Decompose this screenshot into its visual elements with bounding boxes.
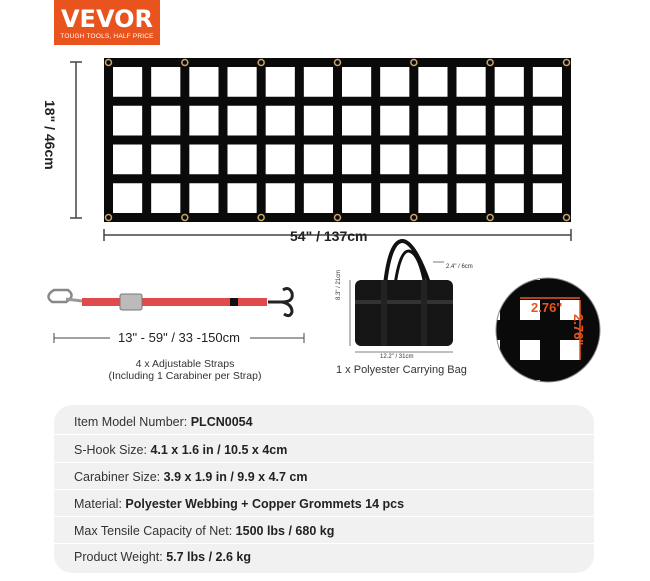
- spec-divider: [54, 489, 594, 490]
- net-strap-vertical: [409, 58, 418, 222]
- straps-caption-line1: 4 x Adjustable Straps: [135, 358, 235, 370]
- bag-height-label: 8.3" / 21cm: [336, 269, 342, 300]
- spec-divider: [54, 543, 594, 544]
- spec-row: [74, 497, 404, 511]
- net-strap-vertical: [333, 58, 342, 222]
- net-strap-vertical: [142, 58, 151, 222]
- spec-divider: [54, 516, 594, 517]
- net-strap-vertical: [219, 58, 228, 222]
- bag-caption: 1 x Polyester Carrying Bag: [336, 364, 467, 376]
- spec-label: Item Model Number:: [74, 415, 188, 429]
- spec-value: 4.1 x 1.6 in / 10.5 x 4cm: [150, 443, 288, 457]
- spec-value: 1500 lbs / 680 kg: [235, 524, 335, 538]
- spec-row: [74, 443, 287, 457]
- webbing-height-label: 2.76": [571, 314, 586, 346]
- net-strap-vertical: [180, 58, 189, 222]
- spec-label: S-Hook Size:: [74, 443, 147, 457]
- strap-length-label: 13" - 59" / 33 -150cm: [118, 330, 240, 345]
- straps-caption-line2: (Including 1 Carabiner per Strap): [108, 370, 262, 382]
- carrying-bag: [350, 241, 453, 352]
- logo-brand: VEVOR: [60, 5, 153, 33]
- spec-divider: [54, 462, 594, 463]
- net-strap-vertical: [257, 58, 266, 222]
- net-strap-vertical: [524, 58, 533, 222]
- spec-value: PLCN0054: [190, 415, 253, 429]
- spec-label: Product Weight:: [74, 550, 163, 564]
- spec-label: Carabiner Size:: [74, 470, 161, 484]
- spec-table: [54, 405, 594, 573]
- spec-row: [74, 524, 334, 538]
- bag-depth-label: 2.4" / 6cm: [446, 264, 473, 270]
- adjustable-strap: [48, 289, 292, 316]
- bag-width-label: 12.2" / 31cm: [380, 354, 414, 360]
- webbing-detail-circle: [490, 270, 610, 390]
- net-strap-vertical: [371, 58, 380, 222]
- net-strap-vertical: [562, 58, 571, 222]
- webbing-width-label: 2.76": [531, 300, 563, 315]
- cargo-net: [104, 58, 571, 222]
- straps-caption: [60, 358, 310, 382]
- spec-value: Polyester Webbing + Copper Grommets 14 pcs: [125, 497, 405, 511]
- spec-divider: [54, 434, 594, 435]
- net-strap-vertical: [486, 58, 495, 222]
- net-width-label: 54" / 137cm: [290, 228, 368, 244]
- spec-row: [74, 470, 307, 484]
- logo-tagline: TOUGH TOOLS, HALF PRICE: [60, 33, 154, 40]
- spec-value: 5.7 lbs / 2.6 kg: [166, 550, 251, 564]
- net-strap-vertical: [104, 58, 113, 222]
- spec-value: 3.9 x 1.9 in / 9.9 x 4.7 cm: [163, 470, 308, 484]
- net-strap-vertical: [448, 58, 457, 222]
- net-strap-vertical: [295, 58, 304, 222]
- net-height-label: 18" / 46cm: [42, 100, 58, 170]
- height-dimension-line: [70, 62, 82, 218]
- spec-row: [74, 415, 253, 429]
- spec-label: Max Tensile Capacity of Net:: [74, 524, 233, 538]
- spec-row: [74, 550, 251, 564]
- spec-label: Material:: [74, 497, 122, 511]
